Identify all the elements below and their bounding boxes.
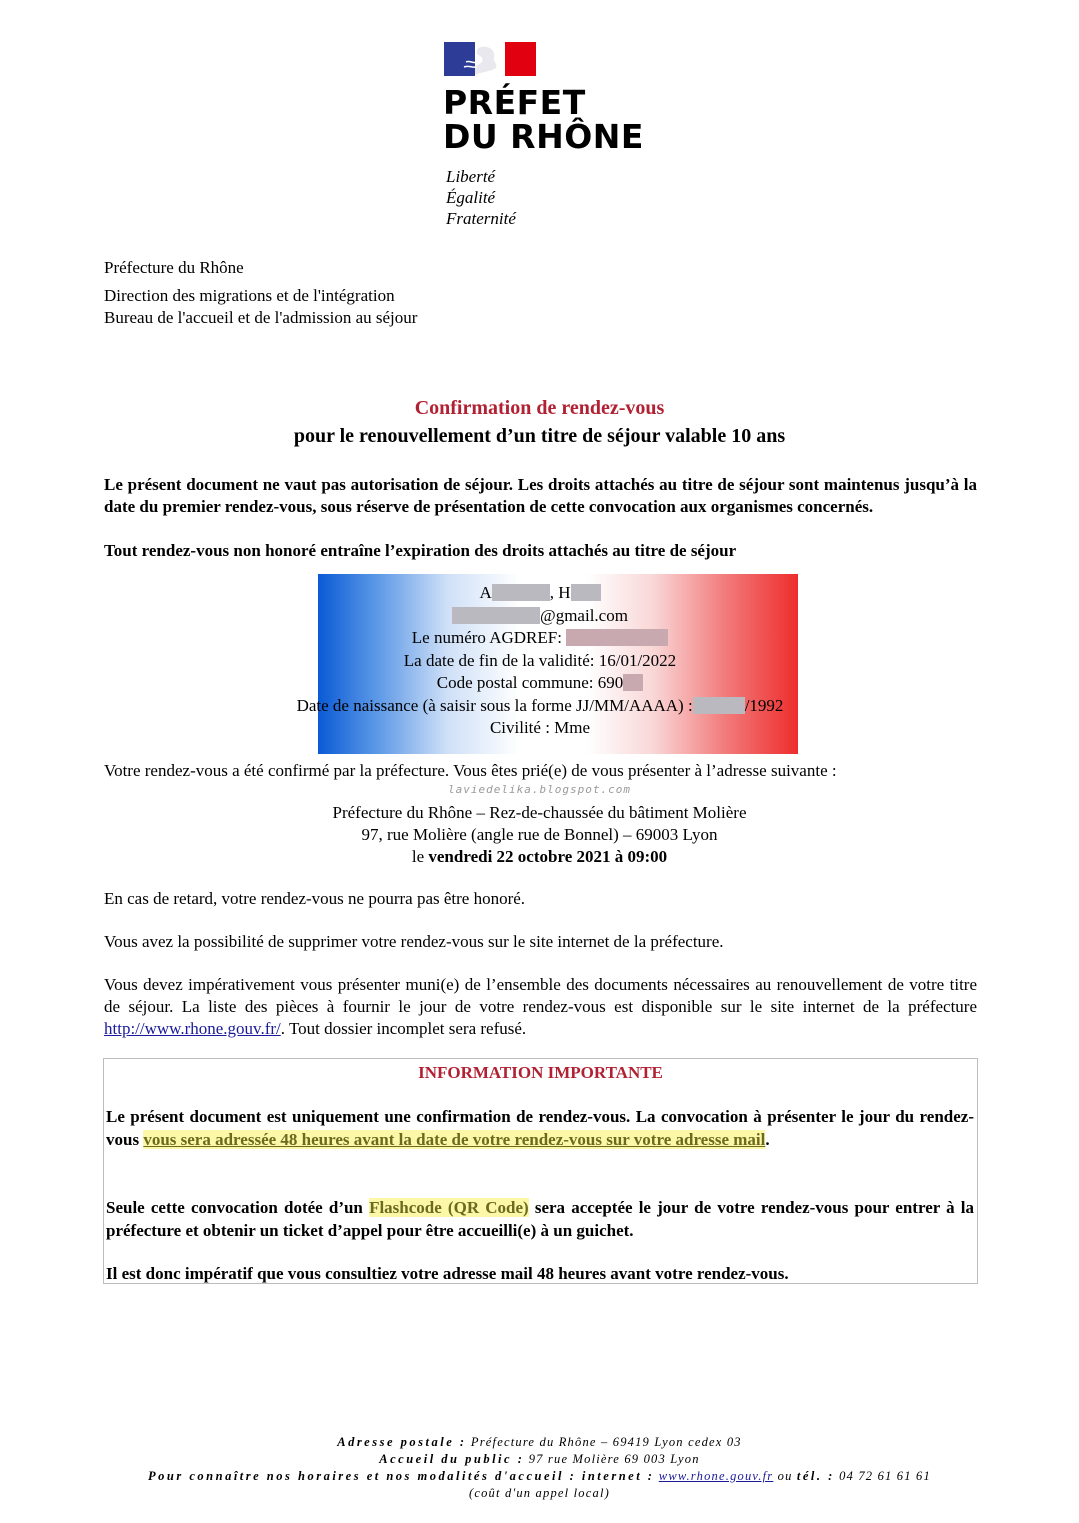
email-suffix: @gmail.com xyxy=(540,605,628,625)
footer-contact xyxy=(0,1468,1079,1485)
important-p2-text: Seule cette convocation dotée d’un xyxy=(106,1198,363,1217)
highlight-qr-code: Flashcode (QR Code) xyxy=(369,1198,529,1217)
footer-postal-value: Préfecture du Rhône – 69419 Lyon cedex 03 xyxy=(470,1435,742,1449)
footer-phone: 04 72 61 61 61 xyxy=(839,1469,931,1483)
important-info-box xyxy=(103,1058,978,1284)
applicant-postal xyxy=(200,672,880,695)
footer-postal-label: Adresse postale : xyxy=(337,1435,467,1449)
address-line-1: Préfecture du Rhône – Rez-de-chaussée du bâtiment Molière xyxy=(332,803,747,822)
logo-title xyxy=(443,83,644,156)
footer-public xyxy=(0,1451,1079,1468)
footer-or: ou xyxy=(777,1469,793,1483)
name-mid: , H xyxy=(549,583,571,602)
important-p1-end: . xyxy=(765,1130,770,1149)
applicant-agdref xyxy=(200,627,880,650)
applicant-email xyxy=(200,605,880,628)
logo-motto xyxy=(446,166,516,229)
warning-paragraph: Le présent document ne vaut pas autorisation de séjour. Les droits attachés au titre de séjour sont maintenus jusqu’à la date du premier rendez-vous, sous réserve de présentation de cette convocation aux organismes concernés. xyxy=(104,475,977,516)
redacted-block xyxy=(566,629,668,646)
address-line-2: 97, rue Molière (angle rue de Bonnel) – 69003 Lyon xyxy=(361,825,718,844)
watermark: laviedelika.blogspot.com xyxy=(448,783,631,796)
footer xyxy=(0,1434,1079,1502)
page-title: Confirmation de rendez-vous xyxy=(414,397,665,419)
birth-label: Date de naissance (à saisir sous la forme JJ/MM/AAAA) : xyxy=(296,695,693,715)
appointment-date-line xyxy=(0,846,1079,868)
sender-prefecture: Préfecture du Rhône xyxy=(104,258,244,277)
sender-bureau: Bureau de l'accueil et de l'admission au séjour xyxy=(104,308,418,327)
birth-year: /1992 xyxy=(744,695,784,715)
footer-website-link[interactable]: www.rhone.gouv.fr xyxy=(658,1469,774,1483)
postal-label: Code postal commune: 690 xyxy=(436,673,624,692)
date-prefix: le xyxy=(411,847,425,866)
footer-postal xyxy=(0,1434,1079,1451)
name-prefix: A xyxy=(479,583,492,602)
applicant-civility: Civilité : Mme xyxy=(489,718,591,737)
logo-line-1: PRÉFET xyxy=(443,83,586,122)
footer-tel-label: tél. : xyxy=(796,1469,835,1483)
motto-egalite: Égalité xyxy=(446,188,496,207)
documents-text: Vous devez impérativement vous présenter muni(e) de l’ensemble des documents nécessaires au renouvellement de votre titre de séjour. La liste des pièces à fournir le jour de votre rendez-vous est disponible sur le site internet de la préfecture xyxy=(104,975,977,1016)
footer-public-value: 97 rue Molière 69 003 Lyon xyxy=(528,1452,700,1466)
redacted-block xyxy=(452,607,540,624)
motto-fraternite: Fraternité xyxy=(446,209,516,228)
confirmation-text: Votre rendez-vous a été confirmé par la préfecture. Vous êtes prié(e) de vous présenter à l’adresse suivante : xyxy=(104,761,837,780)
applicant-info xyxy=(200,582,880,740)
applicant-name xyxy=(200,582,880,605)
important-p2-end: sera acceptée le jour de votre rendez-vous pour entrer à la préfecture et obtenir un ticket d’appel pour être accueilli(e) à un guichet. xyxy=(106,1198,975,1240)
important-paragraph-3: Il est donc impératif que vous consultiez votre adresse mail 48 heures avant votre rendez-vous. xyxy=(106,1264,789,1283)
appointment-date: vendredi 22 octobre 2021 à 09:00 xyxy=(428,847,668,866)
sender-direction: Direction des migrations et de l'intégration xyxy=(104,286,395,305)
late-notice: En cas de retard, votre rendez-vous ne pourra pas être honoré. xyxy=(104,889,526,908)
applicant-validity: La date de fin de la validité: 16/01/2022 xyxy=(403,650,677,670)
footer-contact-label: Pour connaître nos horaires et nos modalités d'accueil : internet : xyxy=(148,1469,655,1483)
redacted-block xyxy=(623,674,643,691)
agdref-label: Le numéro AGDREF: xyxy=(411,628,562,647)
footer-public-label: Accueil du public : xyxy=(379,1452,525,1466)
motto-liberte: Liberté xyxy=(446,167,496,186)
sender-block xyxy=(104,257,434,329)
important-paragraph-1 xyxy=(106,1105,974,1151)
page-subtitle: pour le renouvellement d’un titre de séjour valable 10 ans xyxy=(293,425,786,447)
appointment-address xyxy=(0,802,1079,868)
redacted-block xyxy=(492,584,550,601)
documents-text-end: . Tout dossier incomplet sera refusé. xyxy=(280,1019,527,1038)
redacted-block xyxy=(571,584,601,601)
cancel-notice: Vous avez la possibilité de supprimer votre rendez-vous sur le site internet de la préfecture. xyxy=(104,932,724,951)
prefecture-website-link[interactable]: http://www.rhone.gouv.fr/ xyxy=(104,1019,281,1038)
important-title: INFORMATION IMPORTANTE xyxy=(418,1063,663,1082)
applicant-birthdate xyxy=(200,695,880,718)
important-paragraph-2 xyxy=(106,1196,974,1242)
documents-notice xyxy=(104,974,977,1040)
highlight-email-notice: vous sera adressée 48 heures avant la date de votre rendez-vous sur votre adresse mail xyxy=(143,1130,766,1149)
warning-expiration: Tout rendez-vous non honoré entraîne l’expiration des droits attachés au titre de séjour xyxy=(104,541,737,560)
important-p1-text: Le présent document est uniquement une confirmation de rendez-vous. La convocation à présenter le jour du rendez-vous xyxy=(106,1107,974,1149)
logo-line-2: DU RHÔNE xyxy=(443,117,644,156)
marianne-logo-icon xyxy=(444,42,536,76)
redacted-block xyxy=(693,697,745,714)
footer-cost: (coût d'un appel local) xyxy=(468,1486,610,1500)
